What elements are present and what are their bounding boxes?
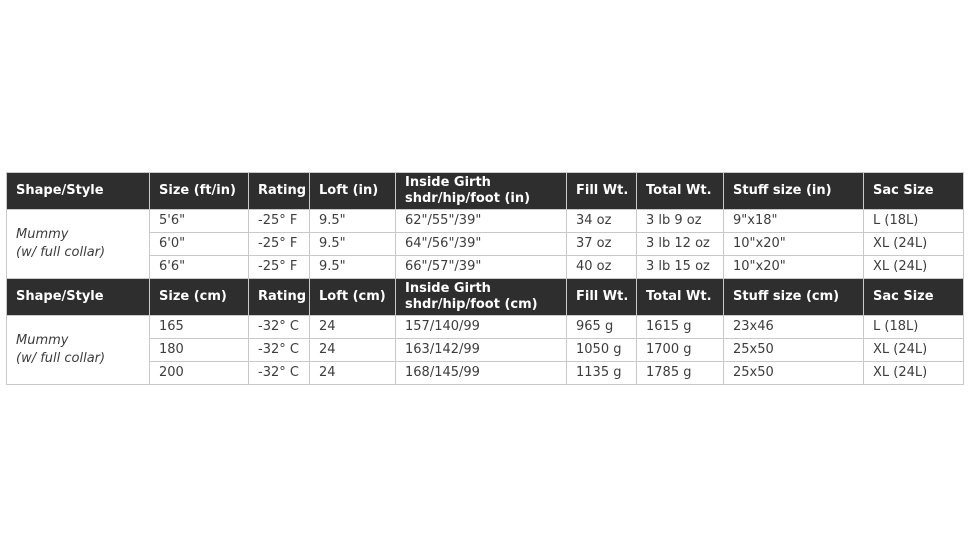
header-shape-style: Shape/Style bbox=[7, 279, 150, 316]
cell-inside-girth: 163/142/99 bbox=[396, 339, 567, 362]
cell-size: 200 bbox=[150, 362, 249, 385]
header-shape-style: Shape/Style bbox=[7, 173, 150, 210]
metric-row-1 bbox=[7, 316, 964, 339]
cell-sac-size: XL (24L) bbox=[864, 233, 964, 256]
cell-rating: -32° C bbox=[249, 362, 310, 385]
cell-stuff-size: 10"x20" bbox=[724, 233, 864, 256]
cell-sac-size: XL (24L) bbox=[864, 339, 964, 362]
header-stuff-size-cm: Stuff size (cm) bbox=[724, 279, 864, 316]
cell-loft: 24 bbox=[310, 339, 396, 362]
cell-inside-girth: 62"/55"/39" bbox=[396, 210, 567, 233]
cell-stuff-size: 9"x18" bbox=[724, 210, 864, 233]
imperial-row-2 bbox=[7, 233, 964, 256]
cell-inside-girth: 168/145/99 bbox=[396, 362, 567, 385]
cell-inside-girth: 157/140/99 bbox=[396, 316, 567, 339]
header-sac-size: Sac Size bbox=[864, 173, 964, 210]
cell-total-wt: 3 lb 9 oz bbox=[637, 210, 724, 233]
shape-style-line2: (w/ full collar) bbox=[16, 245, 106, 260]
cell-size: 165 bbox=[150, 316, 249, 339]
cell-total-wt: 1615 g bbox=[637, 316, 724, 339]
cell-size: 6'0" bbox=[150, 233, 249, 256]
imperial-shape-style-cell bbox=[7, 210, 150, 279]
cell-rating: -32° C bbox=[249, 339, 310, 362]
cell-sac-size: XL (24L) bbox=[864, 256, 964, 279]
imperial-header-row bbox=[7, 173, 964, 210]
cell-rating: -25° F bbox=[249, 233, 310, 256]
cell-rating: -32° C bbox=[249, 316, 310, 339]
cell-stuff-size: 23x46 bbox=[724, 316, 864, 339]
cell-loft: 9.5" bbox=[310, 256, 396, 279]
cell-loft: 9.5" bbox=[310, 233, 396, 256]
header-inside-girth-cm bbox=[396, 279, 567, 316]
header-inside-girth-in bbox=[396, 173, 567, 210]
cell-sac-size: L (18L) bbox=[864, 316, 964, 339]
cell-fill-wt: 965 g bbox=[567, 316, 637, 339]
header-fill-wt: Fill Wt. bbox=[567, 173, 637, 210]
cell-fill-wt: 37 oz bbox=[567, 233, 637, 256]
header-inside-girth-line1: Inside Girth bbox=[405, 281, 491, 296]
metric-header-row bbox=[7, 279, 964, 316]
cell-stuff-size: 25x50 bbox=[724, 362, 864, 385]
shape-style-line1: Mummy bbox=[16, 227, 69, 242]
cell-fill-wt: 40 oz bbox=[567, 256, 637, 279]
shape-style-line2: (w/ full collar) bbox=[16, 351, 106, 366]
cell-rating: -25° F bbox=[249, 210, 310, 233]
imperial-row-1 bbox=[7, 210, 964, 233]
cell-total-wt: 1785 g bbox=[637, 362, 724, 385]
header-total-wt: Total Wt. bbox=[637, 279, 724, 316]
cell-stuff-size: 10"x20" bbox=[724, 256, 864, 279]
header-loft-cm: Loft (cm) bbox=[310, 279, 396, 316]
header-inside-girth-line2: shdr/hip/foot (cm) bbox=[405, 297, 538, 312]
spec-table-container bbox=[6, 172, 963, 385]
imperial-row-3 bbox=[7, 256, 964, 279]
header-size-ftin: Size (ft/in) bbox=[150, 173, 249, 210]
header-rating: Rating bbox=[249, 173, 310, 210]
cell-total-wt: 1700 g bbox=[637, 339, 724, 362]
cell-total-wt: 3 lb 15 oz bbox=[637, 256, 724, 279]
cell-sac-size: L (18L) bbox=[864, 210, 964, 233]
cell-fill-wt: 1050 g bbox=[567, 339, 637, 362]
cell-size: 6'6" bbox=[150, 256, 249, 279]
header-stuff-size-in: Stuff size (in) bbox=[724, 173, 864, 210]
cell-sac-size: XL (24L) bbox=[864, 362, 964, 385]
shape-style-line1: Mummy bbox=[16, 333, 69, 348]
cell-loft: 24 bbox=[310, 316, 396, 339]
header-rating: Rating bbox=[249, 279, 310, 316]
metric-row-2 bbox=[7, 339, 964, 362]
header-total-wt: Total Wt. bbox=[637, 173, 724, 210]
header-loft-in: Loft (in) bbox=[310, 173, 396, 210]
cell-total-wt: 3 lb 12 oz bbox=[637, 233, 724, 256]
metric-row-3 bbox=[7, 362, 964, 385]
header-sac-size: Sac Size bbox=[864, 279, 964, 316]
cell-loft: 24 bbox=[310, 362, 396, 385]
cell-inside-girth: 64"/56"/39" bbox=[396, 233, 567, 256]
header-inside-girth-line1: Inside Girth bbox=[405, 175, 491, 190]
cell-fill-wt: 1135 g bbox=[567, 362, 637, 385]
cell-fill-wt: 34 oz bbox=[567, 210, 637, 233]
cell-stuff-size: 25x50 bbox=[724, 339, 864, 362]
cell-size: 5'6" bbox=[150, 210, 249, 233]
cell-size: 180 bbox=[150, 339, 249, 362]
header-fill-wt: Fill Wt. bbox=[567, 279, 637, 316]
metric-shape-style-cell bbox=[7, 316, 150, 385]
cell-inside-girth: 66"/57"/39" bbox=[396, 256, 567, 279]
spec-table bbox=[6, 172, 964, 385]
cell-loft: 9.5" bbox=[310, 210, 396, 233]
cell-rating: -25° F bbox=[249, 256, 310, 279]
header-inside-girth-line2: shdr/hip/foot (in) bbox=[405, 191, 531, 206]
header-size-cm: Size (cm) bbox=[150, 279, 249, 316]
